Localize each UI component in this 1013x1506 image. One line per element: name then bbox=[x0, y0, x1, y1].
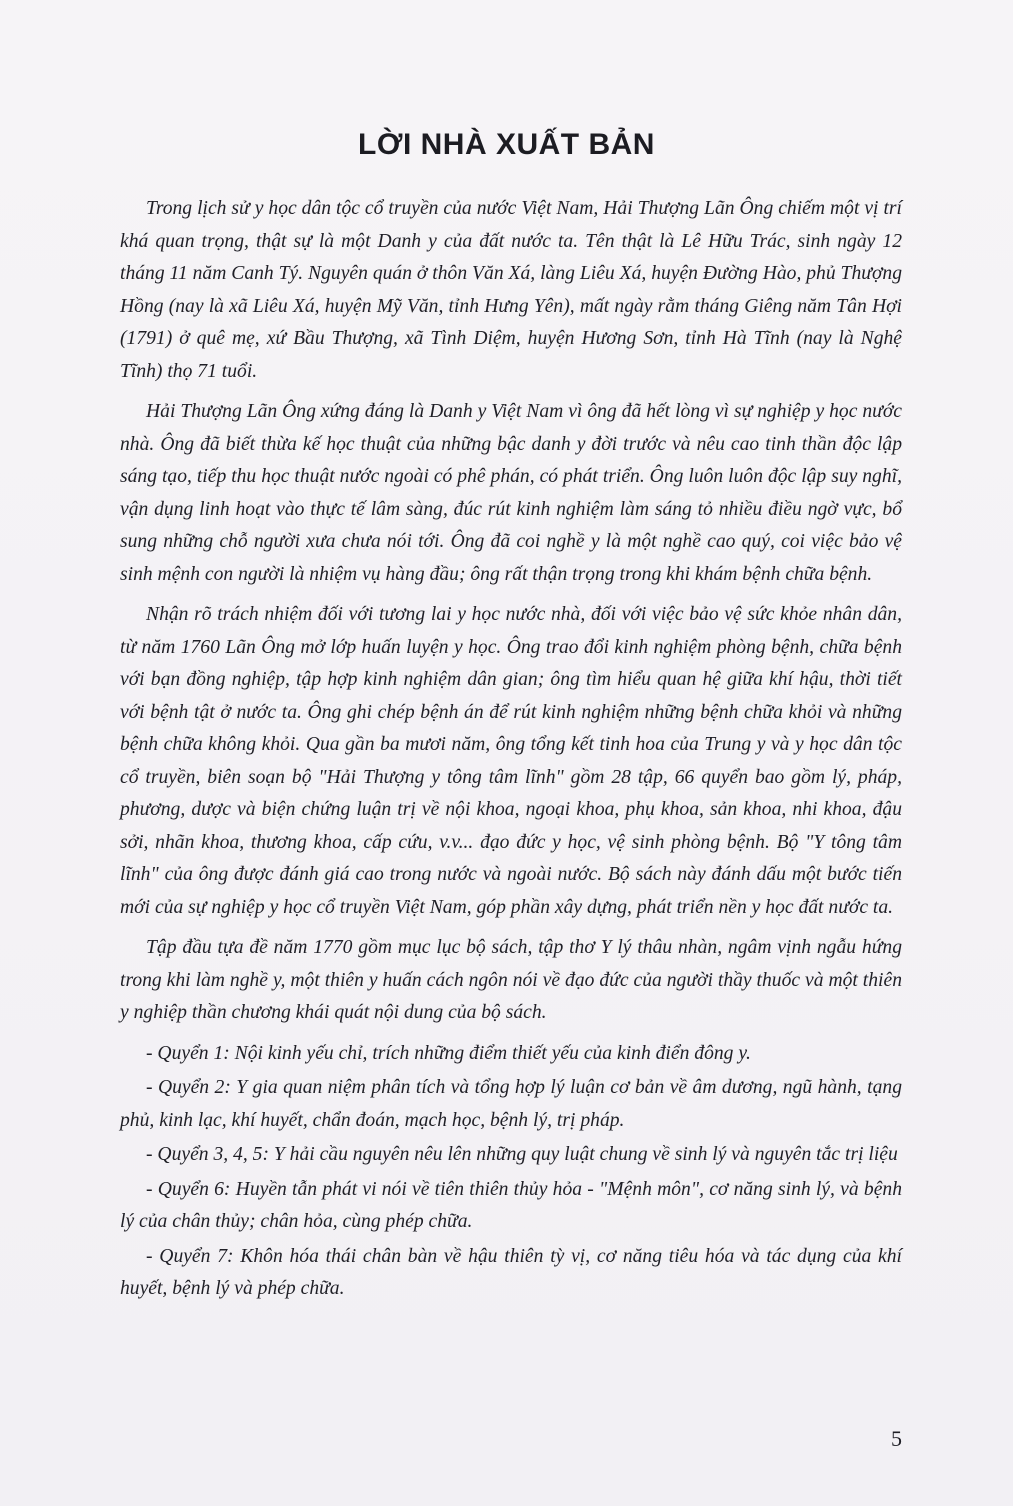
list-item: - Quyển 2: Y gia quan niệm phân tích và tổng hợp lý luận cơ bản về âm dương, ngũ hành, tạng phủ, kinh lạc, khí huyết, chẩn đoán, mạch học, bệnh lý, trị pháp. bbox=[120, 1077, 902, 1131]
list-item: - Quyển 1: Nội kinh yếu chỉ, trích những điểm thiết yếu của kinh điển đông y. bbox=[146, 1042, 751, 1064]
list-item: - Quyển 3, 4, 5: Y hải cầu nguyên nêu lên những quy luật chung về sinh lý và nguyên tắc trị liệu bbox=[146, 1144, 898, 1165]
body-text bbox=[120, 193, 902, 1308]
paragraph: Tập đầu tựa đề năm 1770 gồm mục lục bộ sách, tập thơ Y lý thâu nhàn, ngâm vịnh ngẫu hứng trong khi làm nghề y, một thiên y huấn cách ngôn nói về đạo đức của người thầy thuốc và một thiên y nghiệp thần chương khái quát nội dung của bộ sách. bbox=[120, 937, 902, 1023]
paragraph: Hải Thượng Lãn Ông xứng đáng là Danh y Việt Nam vì ông đã hết lòng vì sự nghiệp y học nước nhà. Ông đã biết thừa kế học thuật của những bậc danh y đời trước và nêu cao tinh thần độc lập sáng tạo, tiếp thu học thuật nước ngoài có phê phán, có phát triển. Ông luôn luôn độc lập suy nghĩ, vận dụng linh hoạt vào thực tế lâm sàng, đúc rút kinh nghiệm làm sáng tỏ nhiều điều ngờ vực, bổ sung những chỗ người xưa chưa nói tới. Ông đã coi nghề y là một nghề cao quý, coi việc bảo vệ sinh mệnh con người là nhiệm vụ hàng đầu; ông rất thận trọng trong khi khám bệnh chữa bệnh. bbox=[120, 401, 902, 585]
list-item: - Quyển 7: Khôn hóa thái chân bàn về hậu thiên tỳ vị, cơ năng tiêu hóa và tác dụng của khí huyết, bệnh lý và phép chữa. bbox=[120, 1245, 902, 1299]
paragraph: Nhận rõ trách nhiệm đối với tương lai y học nước nhà, đối với việc bảo vệ sức khỏe nhân dân, từ năm 1760 Lãn Ông mở lớp huấn luyện y học. Ông trao đổi kinh nghiệm phòng bệnh, chữa bệnh với bạn đồng nghiệp, tập hợp kinh nghiệm dân gian; ông tìm hiểu quan hệ giữa khí hậu, thời tiết với bệnh tật ở nước ta. Ông ghi chép bệnh án để rút kinh nghiệm những bệnh chữa khỏi và những bệnh chữa không khỏi. Qua gần ba mươi năm, ông tổng kết tinh hoa của Trung y và y học dân tộc cổ truyền, biên soạn bộ "Hải Thượng y tông tâm lĩnh" gồm 28 tập, 66 quyển bao gồm lý, pháp, phương, dược và biện chứng luận trị về nội khoa, ngoại khoa, phụ khoa, sản khoa, nhi khoa, đậu sởi, nhãn khoa, thương khoa, cấp cứu, v.v... đạo đức y học, vệ sinh phòng bệnh. Bộ "Y tông tâm lĩnh" của ông được đánh giá cao trong nước và ngoài nước. Bộ sách này đánh dấu một bước tiến mới của sự nghiệp y học cổ truyền Việt Nam, góp phần xây dựng, phát triển nền y học đất nước ta. bbox=[120, 604, 902, 918]
page-title: LỜI NHÀ XUẤT BẢN bbox=[358, 128, 655, 161]
list-item: - Quyển 6: Huyền tẫn phát vi nói về tiên thiên thủy hỏa - "Mệnh môn", cơ năng sinh lý, và bệnh lý của chân thủy; chân hỏa, cùng phép chữa. bbox=[120, 1178, 902, 1232]
page-number: 5 bbox=[891, 1426, 902, 1451]
paragraph: Trong lịch sử y học dân tộc cổ truyền của nước Việt Nam, Hải Thượng Lãn Ông chiếm một vị trí khá quan trọng, thật sự là một Danh y của đất nước ta. Tên thật là Lê Hữu Trác, sinh ngày 12 tháng 11 năm Canh Tý. Nguyên quán ở thôn Văn Xá, làng Liêu Xá, huyện Đường Hào, phủ Thượng Hồng (nay là xã Liêu Xá, huyện Mỹ Văn, tỉnh Hưng Yên), mất ngày rằm tháng Giêng năm Tân Hợi (1791) ở quê mẹ, xứ Bầu Thượng, xã Tình Diệm, huyện Hương Sơn, tỉnh Hà Tĩnh (nay là Nghệ Tĩnh) thọ 71 tuổi. bbox=[120, 198, 902, 382]
